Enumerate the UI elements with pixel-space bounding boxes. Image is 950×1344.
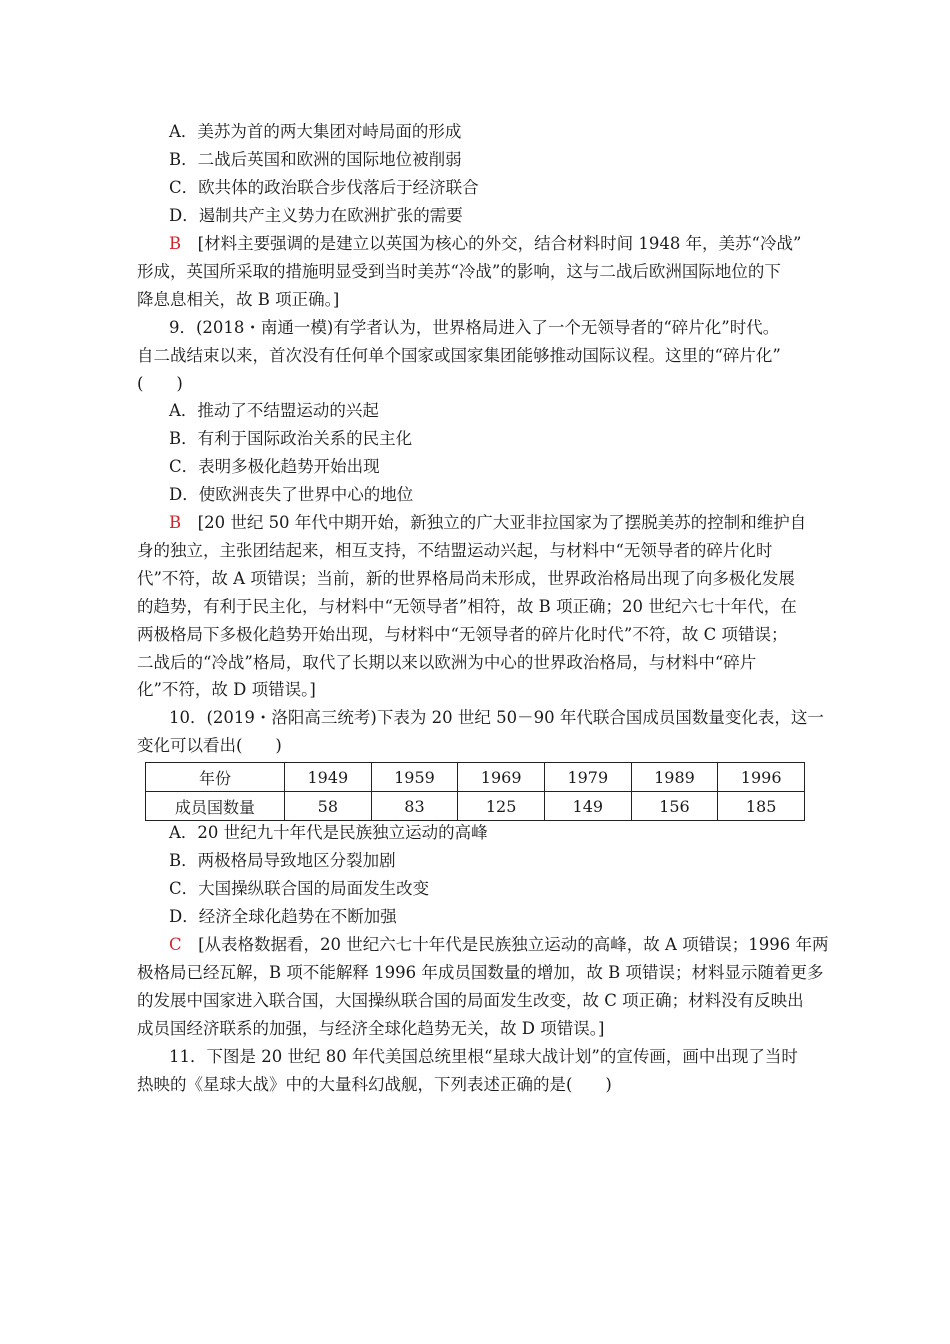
q10-explanation-1: [从表格数据看，20 世纪六七十年代是民族独立运动的高峰，故 A 项错误；1996 年两 [198, 935, 829, 954]
q11-stem-1: 11．下图是 20 世纪 80 年代美国总统里根“星球大战计划”的宣传画，画中出现了当时 [169, 1047, 798, 1066]
table-cell-count: 156 [631, 792, 718, 821]
q9-explanation-7: 化”不符，故 D 项错误。] [137, 680, 316, 699]
q9-option-a: A．推动了不结盟运动的兴起 [169, 401, 379, 420]
q10-stem-1: 10．(2019・洛阳高三统考)下表为 20 世纪 50－90 年代联合国成员国数量变化表，这一 [169, 708, 824, 727]
q9-option-d: D．使欧洲丧失了世界中心的地位 [169, 485, 414, 504]
q10-explanation-2: 极格局已经瓦解，B 项不能解释 1996 年成员国数量的增加，故 B 项错误；材料显示随着更多 [137, 963, 824, 982]
q10-explanation-4: 成员国经济联系的加强，与经济全球化趋势无关，故 D 项错误。] [137, 1019, 605, 1038]
q9-stem-1: 9．(2018・南通一模)有学者认为，世界格局进入了一个无领导者的“碎片化”时代。 [169, 318, 780, 337]
q10-option-a: A．20 世纪九十年代是民族独立运动的高峰 [169, 823, 488, 842]
q8-option-c: C．欧共体的政治联合步伐落后于经济联合 [169, 178, 479, 197]
q9-option-b: B．有利于国际政治关系的民主化 [169, 429, 413, 448]
table-cell-year: 1969 [458, 763, 545, 792]
table-cell-year: 1979 [544, 763, 631, 792]
q9-option-c: C．表明多极化趋势开始出现 [169, 457, 380, 476]
un-membership-table [145, 762, 805, 821]
q8-option-b: B．二战后英国和欧洲的国际地位被削弱 [169, 150, 462, 169]
table-cell-count: 125 [458, 792, 545, 821]
q10-option-d: D．经济全球化趋势在不断加强 [169, 907, 397, 926]
table-cell-year: 1996 [718, 763, 805, 792]
q9-stem-3: ( ) [137, 374, 183, 393]
q10-option-b: B．两极格局导致地区分裂加剧 [169, 851, 396, 870]
q9-explanation-5: 两极格局下多极化趋势开始出现，与材料中“无领导者的碎片化时代”不符，故 C 项错误； [137, 625, 788, 644]
q9-explanation-2: 身的独立，主张团结起来，相互支持，不结盟运动兴起，与材料中“无领导者的碎片化时 [137, 541, 773, 560]
table-header-year: 年份 [146, 763, 285, 792]
q9-explanation-4: 的趋势，有利于民主化，与材料中“无领导者”相符，故 B 项正确；20 世纪六七十年代，在 [137, 597, 797, 616]
q9-explanation-6: 二战后的“冷战”格局，取代了长期以来以欧洲为中心的世界政治格局，与材料中“碎片 [137, 653, 757, 672]
q9-answer-line-1 [169, 512, 806, 534]
q9-explanation-1: [20 世纪 50 年代中期开始，新独立的广大亚非拉国家为了摆脱美苏的控制和维护自 [197, 513, 807, 532]
q9-stem-2: 自二战结束以来，首次没有任何单个国家或国家集团能够推动国际议程。这里的“碎片化” [137, 346, 781, 365]
q9-answer-letter: B [169, 513, 182, 532]
q10-explanation-3: 的发展中国家进入联合国，大国操纵联合国的局面发生改变，故 C 项正确；材料没有反映出 [137, 991, 804, 1010]
q9-explanation-3: 代”不符，故 A 项错误；当前，新的世界格局尚未形成，世界政治格局出现了向多极化发展 [137, 569, 795, 588]
q8-explanation-2: 形成，英国所采取的措施明显受到当时美苏“冷战”的影响，这与二战后欧洲国际地位的下 [137, 262, 781, 281]
table-cell-count: 83 [371, 792, 458, 821]
table-cell-year: 1959 [371, 763, 458, 792]
table-row-counts [146, 792, 805, 821]
q10-answer-line-1 [169, 934, 828, 956]
table-row-years [146, 763, 805, 792]
q8-answer-letter: B [169, 234, 182, 253]
q8-answer-line-1 [169, 233, 801, 255]
table-cell-year: 1949 [285, 763, 372, 792]
q8-option-a: A．美苏为首的两大集团对峙局面的形成 [169, 122, 462, 141]
q8-explanation-3: 降息息相关，故 B 项正确。] [137, 290, 340, 309]
q10-option-c: C．大国操纵联合国的局面发生改变 [169, 879, 430, 898]
table-cell-count: 149 [544, 792, 631, 821]
q10-stem-2: 变化可以看出( ) [137, 736, 282, 755]
q8-explanation-1: [材料主要强调的是建立以英国为核心的外交，结合材料时间 1948 年，美苏“冷战” [197, 234, 802, 253]
table-cell-year: 1989 [631, 763, 718, 792]
table-cell-count: 185 [718, 792, 805, 821]
table-header-count: 成员国数量 [146, 792, 285, 821]
q10-answer-letter: C [169, 935, 182, 954]
table-cell-count: 58 [285, 792, 372, 821]
q8-option-d: D．遏制共产主义势力在欧洲扩张的需要 [169, 206, 463, 225]
q11-stem-2: 热映的《星球大战》中的大量科幻战舰，下列表述正确的是( ) [137, 1075, 612, 1094]
